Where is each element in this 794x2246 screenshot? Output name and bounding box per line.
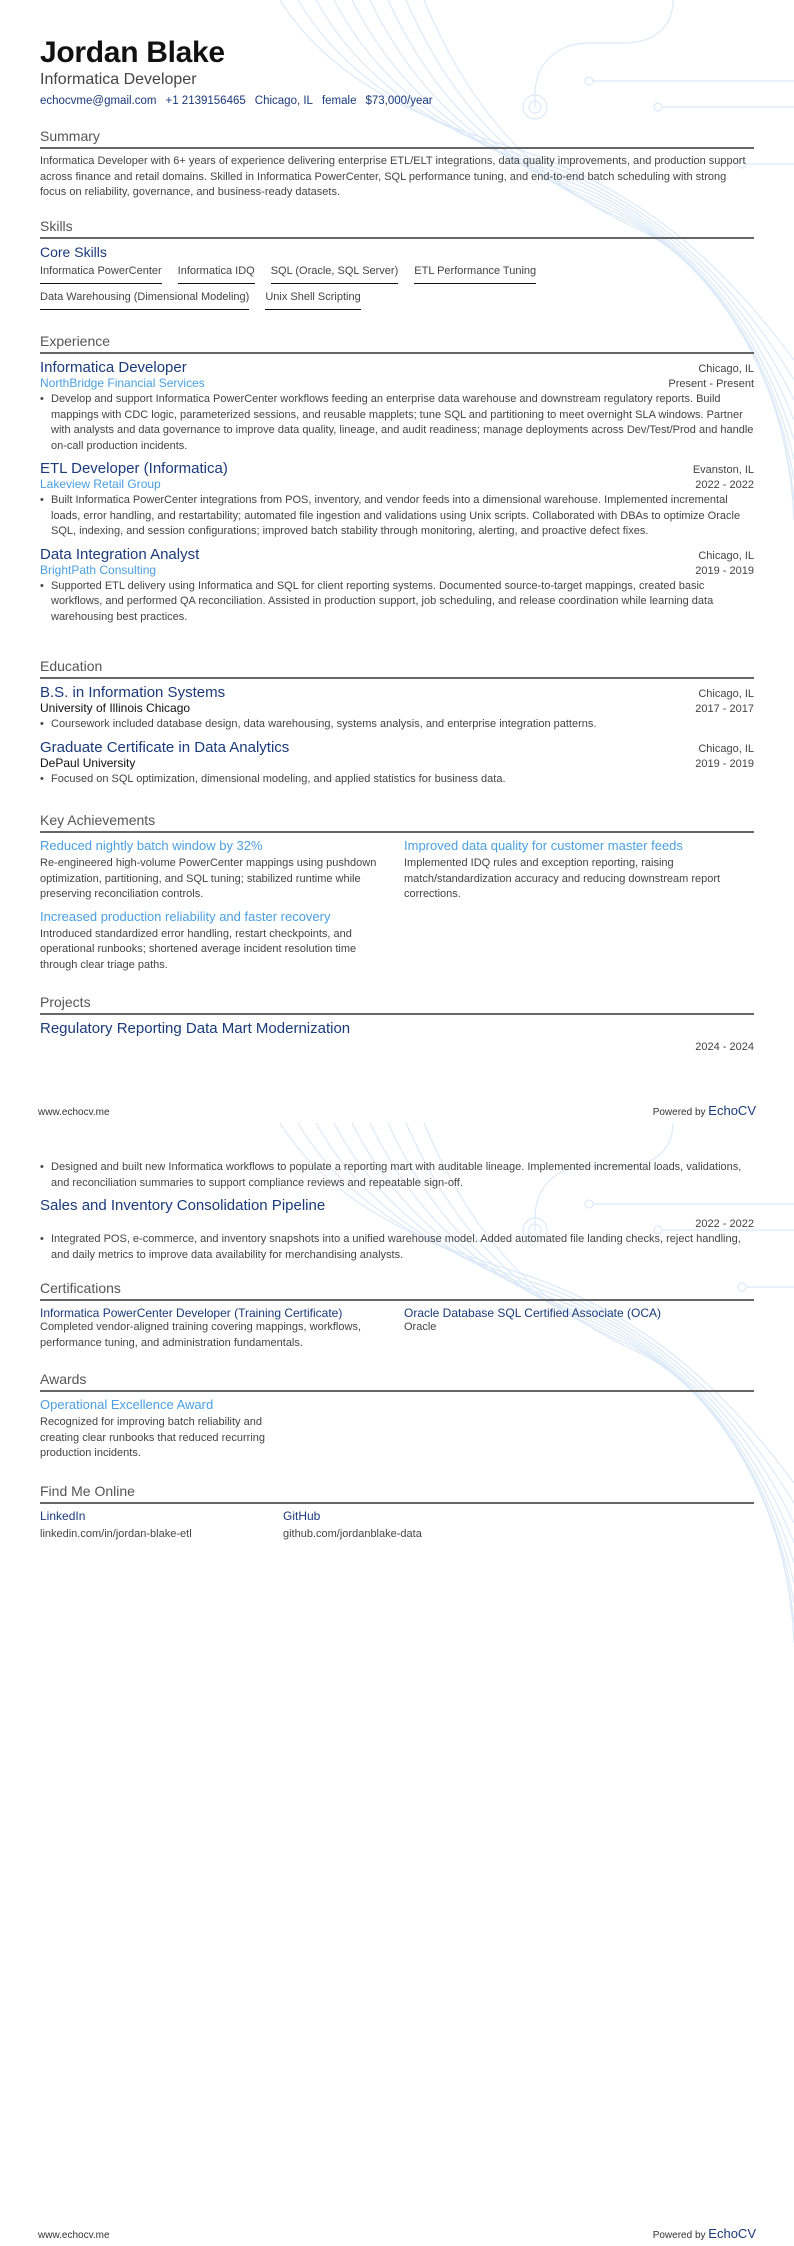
job-location: Chicago, IL [698, 549, 754, 562]
awards-section [40, 1371, 754, 1462]
powered-by-label: Powered by [652, 2230, 706, 2241]
certification-title: Oracle Database SQL Certified Associate (OCA) [404, 1306, 661, 1320]
company-name: NorthBridge Financial Services [40, 376, 205, 390]
experience-section [40, 333, 754, 631]
education-description: • Coursework included database design, data warehousing, systems analysis, and enterprise integration patterns. [40, 717, 754, 733]
section-heading: Key Achievements [40, 812, 754, 833]
award-item [40, 1397, 270, 1462]
job-description: • Develop and support Informatica PowerCenter workflows feeding an enterprise data warehouse and downstream regulatory reports. Build mappings with CDC logic, parameterized sessions, and reusable mapplets; tune SQL and partitioning to meet overnight SLA windows. Partner with analysts and data governance to improve data quality, lineage, and audit readiness; manage deployments across Dev/Test/Prod and handle on-call production incidents. [40, 392, 754, 454]
school-name: DePaul University [40, 755, 136, 770]
skill-chip: Data Warehousing (Dimensional Modeling) [40, 290, 249, 310]
achievements-section [40, 812, 754, 979]
online-section [40, 1483, 754, 1543]
skill-chip: Informatica IDQ [178, 264, 255, 284]
section-heading: Projects [40, 994, 754, 1015]
footer-url[interactable]: www.echocv.me [38, 2230, 110, 2241]
section-heading: Awards [40, 1371, 754, 1392]
certification-item [404, 1306, 754, 1351]
skills-section [40, 218, 754, 310]
achievement-title: Improved data quality for customer master feeds [404, 838, 683, 853]
section-heading: Skills [40, 218, 754, 239]
powered-by-label: Powered by [652, 1107, 706, 1118]
job-title: Informatica Developer [40, 359, 187, 376]
projects-section [40, 994, 754, 1053]
project-description: • Designed and built new Informatica workflows to populate a reporting mart with auditable lineage. Implemented incremental loads, validations, and reconciliation summaries to support compliance reviews and repeatable sign-off. [40, 1160, 754, 1191]
section-heading: Education [40, 658, 754, 679]
education-dates: 2017 - 2017 [695, 703, 754, 715]
school-name: University of Illinois Chicago [40, 701, 191, 715]
achievement-text: Implemented IDQ rules and exception reporting, raising match/standardization accuracy and reducing downstream report corrections. [404, 857, 721, 900]
contact-info [40, 95, 433, 107]
projects-continued [40, 1160, 754, 1269]
education-entry [40, 739, 754, 788]
experience-entry [40, 460, 754, 540]
contact-phone[interactable]: +1 2139156465 [165, 95, 246, 107]
job-location: Chicago, IL [698, 363, 754, 375]
brand-logo[interactable]: EchoCV [708, 2226, 756, 2241]
certification-issuer: Oracle [404, 1321, 437, 1333]
education-section [40, 658, 754, 793]
skill-chip: SQL (Oracle, SQL Server) [271, 264, 399, 284]
online-url[interactable]: linkedin.com/in/jordan-blake-etl [40, 1528, 192, 1540]
page-footer [38, 2226, 756, 2241]
brand-logo[interactable]: EchoCV [708, 1103, 756, 1118]
achievement-text: Introduced standardized error handling, restart checkpoints, and operational runbooks; shortened average incident resolution time through clear triage paths. [40, 927, 357, 971]
online-label: GitHub [283, 1509, 321, 1523]
page-footer [38, 1103, 756, 1118]
achievement-item [40, 909, 390, 974]
job-title: ETL Developer (Informatica) [40, 460, 228, 477]
online-link-github [283, 1509, 422, 1543]
job-location: Evanston, IL [692, 464, 754, 476]
contact-email[interactable]: echocvme@gmail.com [40, 95, 157, 107]
summary-text: Informatica Developer with 6+ years of experience delivering enterprise ETL/ELT integrations, data quality improvements, and production support across finance and retail domains. Skilled in Informatica PowerCenter, SQL performance tuning, and end-to-end batch scheduling with strong focus on reliability, governance, and business-ready datasets. [40, 155, 746, 198]
degree-title: Graduate Certificate in Data Analytics [40, 738, 290, 756]
education-entry [40, 684, 754, 733]
section-heading: Summary [40, 128, 754, 149]
certification-text: Completed vendor-aligned training covering mappings, workflows, performance tuning, and administration fundamentals. [40, 1321, 361, 1349]
experience-entry [40, 359, 754, 454]
section-heading: Find Me Online [40, 1483, 754, 1504]
candidate-title: Informatica Developer [40, 71, 197, 88]
award-title: Operational Excellence Award [40, 1397, 214, 1412]
skill-chip: Informatica PowerCenter [40, 264, 162, 284]
job-title: Data Integration Analyst [40, 545, 200, 563]
powered-by [653, 2226, 756, 2241]
skill-list [40, 264, 754, 310]
contact-location: Chicago, IL [254, 95, 313, 107]
candidate-name: Jordan Blake [40, 36, 225, 69]
achievement-item [404, 838, 754, 903]
summary-section [40, 128, 754, 201]
certification-item [40, 1306, 390, 1351]
contact-gender: female [321, 95, 357, 107]
company-name: BrightPath Consulting [40, 562, 157, 577]
project-dates: 2024 - 2024 [695, 1041, 754, 1053]
school-location: Chicago, IL [698, 688, 754, 700]
job-dates: Present - Present [668, 378, 754, 390]
project-dates: 2022 - 2022 [695, 1218, 754, 1230]
powered-by [653, 1103, 756, 1118]
job-dates: 2019 - 2019 [695, 564, 754, 577]
experience-entry [40, 546, 754, 626]
achievement-item [40, 838, 390, 903]
section-heading: Certifications [40, 1280, 754, 1301]
project-title: Regulatory Reporting Data Mart Modernization [40, 1020, 351, 1037]
skill-group-title: Core Skills [40, 244, 107, 260]
education-dates: 2019 - 2019 [695, 757, 754, 770]
education-description: • Focused on SQL optimization, dimensional modeling, and applied statistics for business data. [40, 772, 754, 788]
skill-chip: ETL Performance Tuning [414, 264, 536, 284]
achievement-title: Reduced nightly batch window by 32% [40, 838, 263, 853]
skill-chip: Unix Shell Scripting [265, 290, 360, 310]
degree-title: B.S. in Information Systems [40, 684, 226, 701]
certification-title: Informatica PowerCenter Developer (Training Certificate) [40, 1306, 343, 1320]
award-text: Recognized for improving batch reliability and creating clear runbooks that reduced recurring production incidents. [40, 1416, 266, 1459]
project-description: • Integrated POS, e-commerce, and inventory snapshots into a unified warehouse model. Added automated file landing checks, reject handling, and daily metrics to improve data availability for merchandising analysts. [40, 1232, 754, 1263]
project-title: Sales and Inventory Consolidation Pipeline [40, 1197, 326, 1214]
contact-salary: $73,000/year [365, 95, 433, 107]
section-heading: Experience [40, 333, 754, 354]
online-url[interactable]: github.com/jordanblake-data [283, 1528, 422, 1540]
online-link-linkedin [40, 1509, 283, 1543]
achievement-text: Re-engineered high-volume PowerCenter mappings using pushdown optimization, partitioning, and SQL tuning; stabilized runtime while preserving reconciliation controls. [40, 857, 377, 900]
footer-url[interactable]: www.echocv.me [38, 1107, 110, 1118]
online-label: LinkedIn [40, 1509, 86, 1523]
school-location: Chicago, IL [698, 742, 754, 755]
job-description: • Built Informatica PowerCenter integrations from POS, inventory, and vendor feeds into a dimensional warehouse. Implemented incremental loads, error handling, and restartability; automated file ingestion and validations using Unix scripts. Collaborated with DBAs to optimize Oracle SQL, indexing, and session configurations; improved batch stability through monitoring, alerting, and proactive defect fixes. [40, 493, 754, 540]
achievement-title: Increased production reliability and faster recovery [40, 908, 331, 924]
certifications-section [40, 1280, 754, 1351]
company-name: Lakeview Retail Group [40, 477, 161, 491]
job-dates: 2022 - 2022 [695, 479, 754, 491]
job-description: • Supported ETL delivery using Informatica and SQL for client reporting systems. Documented source-to-target mappings, created basic workflows, and performed QA reconciliation. Assisted in production support, job scheduling, and release coordination while learning data warehousing best practices. [40, 579, 754, 626]
